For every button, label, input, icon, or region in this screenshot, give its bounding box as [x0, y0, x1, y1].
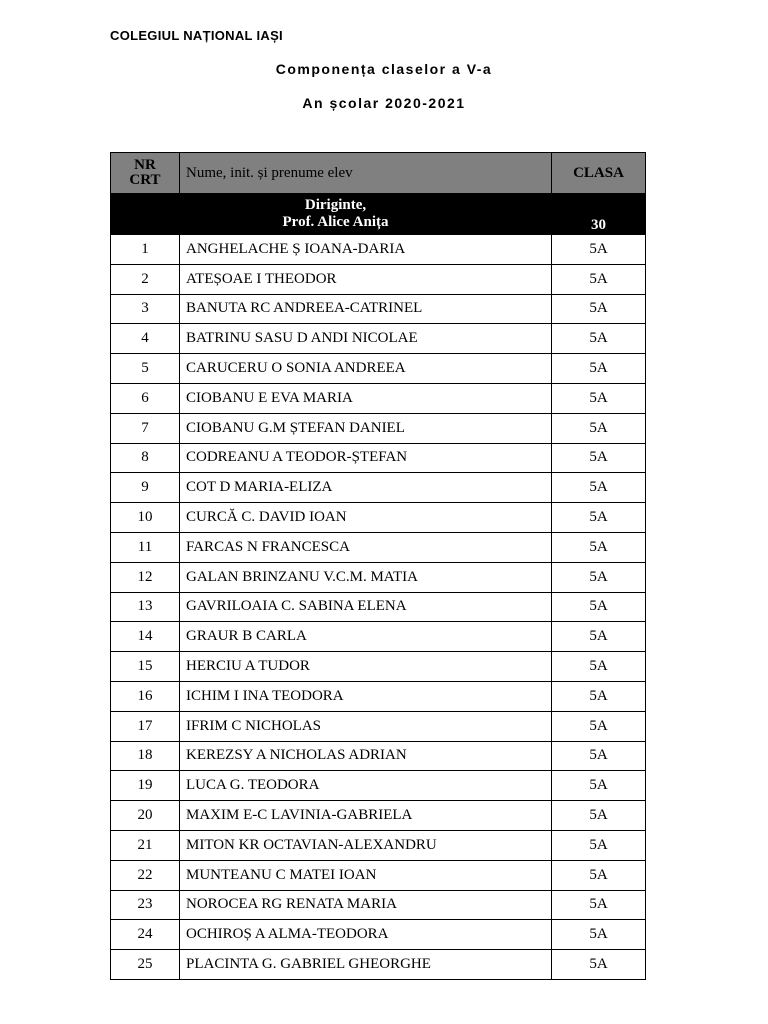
student-name-cell: GALAN BRINZANU V.C.M. MATIA — [180, 562, 552, 592]
table-row — [111, 413, 646, 443]
student-name-cell: GAVRILOAIA C. SABINA ELENA — [180, 592, 552, 622]
student-name-cell: BANUTA RC ANDREEA-CATRINEL — [180, 294, 552, 324]
row-number-cell: 7 — [111, 413, 180, 443]
class-cell: 5A — [552, 920, 646, 950]
student-name-cell: FARCAS N FRANCESCA — [180, 532, 552, 562]
table-header-row — [111, 153, 646, 194]
class-cell: 5A — [552, 562, 646, 592]
class-cell: 5A — [552, 681, 646, 711]
student-name-cell: GRAUR B CARLA — [180, 622, 552, 652]
row-number-cell: 19 — [111, 771, 180, 801]
class-cell: 5A — [552, 711, 646, 741]
student-name-cell: HERCIU A TUDOR — [180, 652, 552, 682]
table-row — [111, 473, 646, 503]
table-row — [111, 741, 646, 771]
diriginte-label: Diriginte, — [304, 197, 367, 213]
class-cell: 5A — [552, 652, 646, 682]
row-number-cell: 1 — [111, 235, 180, 265]
student-name-cell: MITON KR OCTAVIAN-ALEXANDRU — [180, 830, 552, 860]
class-cell: 5A — [552, 294, 646, 324]
table-row — [111, 562, 646, 592]
row-number-cell: 6 — [111, 383, 180, 413]
row-number-cell: 11 — [111, 532, 180, 562]
table-row — [111, 235, 646, 265]
table-row — [111, 920, 646, 950]
diriginte-blank-cell — [111, 194, 180, 235]
student-name-cell: ATEȘOAE I THEODOR — [180, 264, 552, 294]
row-number-cell: 4 — [111, 324, 180, 354]
school-year: An școlar 2020-2021 — [302, 95, 466, 111]
column-header-class: CLASA — [552, 153, 646, 194]
table-row — [111, 711, 646, 741]
column-header-nr-line1: NR — [134, 157, 156, 173]
student-name-cell: BATRINU SASU D ANDI NICOLAE — [180, 324, 552, 354]
class-cell: 5A — [552, 801, 646, 831]
column-header-nr — [111, 153, 180, 194]
table-row — [111, 324, 646, 354]
class-cell: 5A — [552, 264, 646, 294]
table-row — [111, 652, 646, 682]
student-name-cell: CURCĂ C. DAVID IOAN — [180, 503, 552, 533]
row-number-cell: 22 — [111, 860, 180, 890]
row-number-cell: 17 — [111, 711, 180, 741]
column-header-name-label: Nume, init. și prenume elev — [186, 164, 353, 181]
table-row — [111, 771, 646, 801]
table-row — [111, 950, 646, 980]
student-name-cell: IFRIM C NICHOLAS — [180, 711, 552, 741]
table-row — [111, 830, 646, 860]
class-cell: 5A — [552, 324, 646, 354]
row-number-cell: 21 — [111, 830, 180, 860]
class-cell: 5A — [552, 443, 646, 473]
class-cell: 5A — [552, 950, 646, 980]
student-name-cell: NOROCEA RG RENATA MARIA — [180, 890, 552, 920]
row-number-cell: 3 — [111, 294, 180, 324]
row-number-cell: 2 — [111, 264, 180, 294]
diriginte-name: Prof. Alice Anița — [282, 214, 389, 230]
table-row — [111, 532, 646, 562]
student-name-cell: CODREANU A TEODOR-ȘTEFAN — [180, 443, 552, 473]
table-row — [111, 503, 646, 533]
class-cell: 5A — [552, 860, 646, 890]
row-number-cell: 14 — [111, 622, 180, 652]
column-header-nr-line2: CRT — [129, 172, 161, 188]
students-table — [110, 152, 646, 980]
row-number-cell: 8 — [111, 443, 180, 473]
student-name-cell: MUNTEANU C MATEI IOAN — [180, 860, 552, 890]
row-number-cell: 24 — [111, 920, 180, 950]
student-name-cell: COT D MARIA-ELIZA — [180, 473, 552, 503]
row-number-cell: 10 — [111, 503, 180, 533]
student-name-cell: CARUCERU O SONIA ANDREEA — [180, 354, 552, 384]
table-row — [111, 264, 646, 294]
class-cell: 5A — [552, 741, 646, 771]
table-row — [111, 801, 646, 831]
table-row — [111, 354, 646, 384]
class-cell: 5A — [552, 413, 646, 443]
school-name: COLEGIUL NAȚIONAL IAȘI — [110, 28, 283, 43]
student-name-cell: MAXIM E-C LAVINIA-GABRIELA — [180, 801, 552, 831]
class-cell: 5A — [552, 592, 646, 622]
row-number-cell: 5 — [111, 354, 180, 384]
student-name-cell: ICHIM I INA TEODORA — [180, 681, 552, 711]
class-cell: 5A — [552, 532, 646, 562]
table-row — [111, 860, 646, 890]
row-number-cell: 15 — [111, 652, 180, 682]
table-row — [111, 622, 646, 652]
class-cell: 5A — [552, 354, 646, 384]
diriginte-row — [111, 194, 646, 235]
class-cell: 5A — [552, 890, 646, 920]
student-name-cell: OCHIROȘ A ALMA-TEODORA — [180, 920, 552, 950]
student-count: 30 — [552, 194, 646, 235]
row-number-cell: 18 — [111, 741, 180, 771]
table-row — [111, 294, 646, 324]
class-cell: 5A — [552, 235, 646, 265]
student-name-cell: CIOBANU E EVA MARIA — [180, 383, 552, 413]
row-number-cell: 16 — [111, 681, 180, 711]
row-number-cell: 9 — [111, 473, 180, 503]
class-cell: 5A — [552, 771, 646, 801]
row-number-cell: 20 — [111, 801, 180, 831]
student-name-cell: KEREZSY A NICHOLAS ADRIAN — [180, 741, 552, 771]
student-name-cell: PLACINTA G. GABRIEL GHEORGHE — [180, 950, 552, 980]
row-number-cell: 12 — [111, 562, 180, 592]
student-name-cell: CIOBANU G.M ȘTEFAN DANIEL — [180, 413, 552, 443]
student-name-cell: ANGHELACHE Ș IOANA-DARIA — [180, 235, 552, 265]
row-number-cell: 25 — [111, 950, 180, 980]
student-name-cell: LUCA G. TEODORA — [180, 771, 552, 801]
row-number-cell: 13 — [111, 592, 180, 622]
row-number-cell: 23 — [111, 890, 180, 920]
column-header-name — [180, 153, 552, 194]
class-cell: 5A — [552, 622, 646, 652]
table-row — [111, 443, 646, 473]
document-title: Componența claselor a V-a — [275, 61, 493, 77]
table-row — [111, 681, 646, 711]
table-row — [111, 890, 646, 920]
table-row — [111, 592, 646, 622]
class-cell: 5A — [552, 473, 646, 503]
class-cell: 5A — [552, 383, 646, 413]
class-cell: 5A — [552, 503, 646, 533]
class-cell: 5A — [552, 830, 646, 860]
diriginte-cell — [180, 194, 552, 235]
table-row — [111, 383, 646, 413]
